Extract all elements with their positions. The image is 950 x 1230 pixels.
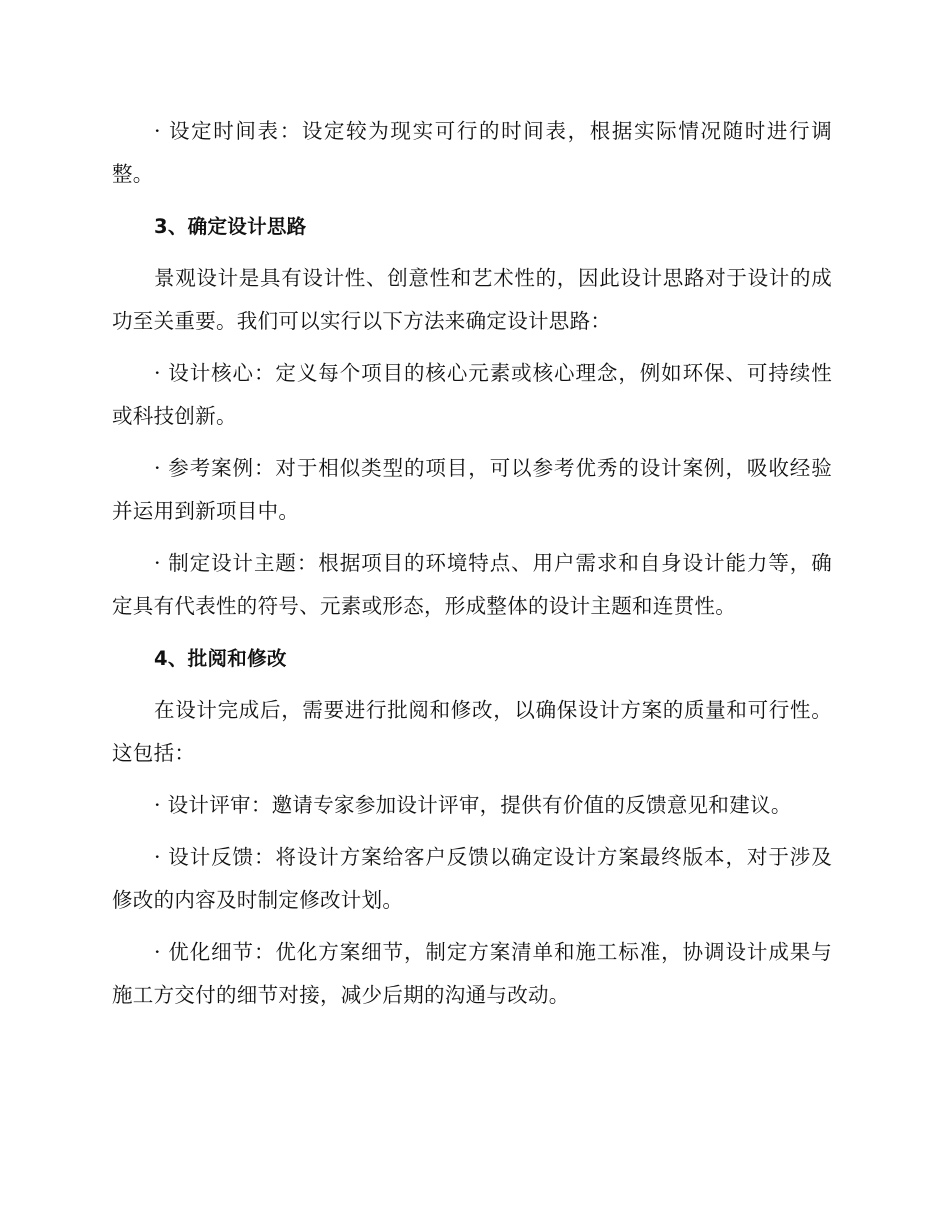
bullet-optimize-details: · 优化细节：优化方案细节，制定方案清单和施工标准，协调设计成果与施工方交付的细节对接，减少后期的沟通与改动。	[112, 940, 832, 1007]
bullet-design-review: · 设计评审：邀请专家参加设计评审，提供有价值的反馈意见和建议。	[154, 793, 792, 817]
paragraph-review-intro: 在设计完成后，需要进行批阅和修改，以确保设计方案的质量和可行性。这包括：	[112, 698, 832, 765]
bullet-design-core: · 设计核心：定义每个项目的核心元素或核心理念，例如环保、可持续性或科技创新。	[112, 361, 832, 428]
section-heading-review-revision: 4、批阅和修改	[154, 647, 287, 670]
paragraph-design-approach-intro: 景观设计是具有设计性、创意性和艺术性的，因此设计思路对于设计的成功至关重要。我们可以实行以下方法来确定设计思路：	[112, 266, 832, 333]
bullet-design-feedback: · 设计反馈：将设计方案给客户反馈以确定设计方案最终版本，对于涉及修改的内容及时制定修改计划。	[112, 845, 832, 912]
bullet-design-theme: · 制定设计主题：根据项目的环境特点、用户需求和自身设计能力等，确定具有代表性的符号、元素或形态，形成整体的设计主题和连贯性。	[112, 551, 832, 618]
document-page	[112, 110, 832, 1026]
bullet-set-timeline: · 设定时间表：设定较为现实可行的时间表，根据实际情况随时进行调整。	[112, 119, 832, 186]
bullet-reference-cases: · 参考案例：对于相似类型的项目，可以参考优秀的设计案例，吸收经验并运用到新项目中。	[112, 456, 832, 523]
section-heading-design-approach: 3、确定设计思路	[154, 215, 307, 238]
